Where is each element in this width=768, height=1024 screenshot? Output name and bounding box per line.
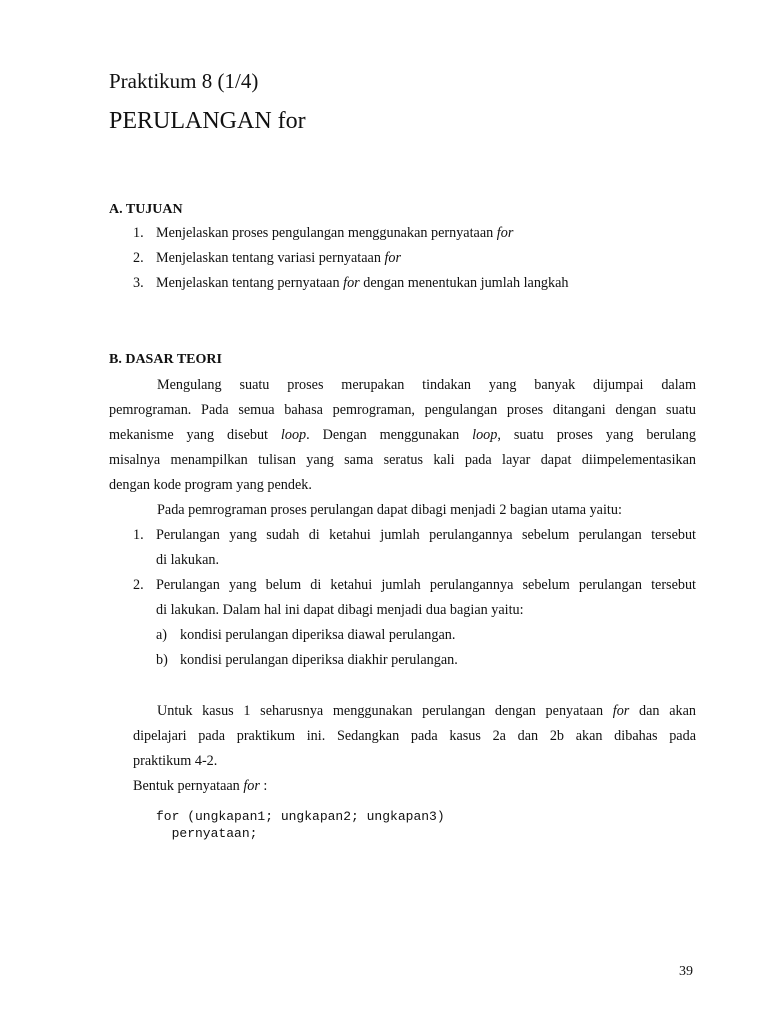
paragraph-line: Untuk kasus 1 seharusnya menggunakan perulangan dengan penyataan for dan akan bbox=[157, 703, 696, 719]
code-line: pernyataan; bbox=[156, 826, 258, 841]
list-number: 3. bbox=[133, 275, 144, 291]
paragraph-line: praktikum 4-2. bbox=[133, 753, 218, 769]
sublist-item: kondisi perulangan diperiksa diawal perulangan. bbox=[180, 627, 456, 643]
objective-item: Menjelaskan tentang variasi pernyataan for bbox=[156, 250, 402, 266]
objective-item: Menjelaskan proses pengulangan menggunakan pernyataan for bbox=[156, 225, 514, 241]
page-number: 39 bbox=[679, 964, 693, 979]
list-number: 2. bbox=[133, 577, 144, 593]
paragraph-line: dipelajari pada praktikum ini. Sedangkan pada kasus 2a dan 2b akan dibahas pada bbox=[133, 728, 696, 744]
practicum-title: Praktikum 8 (1/4) bbox=[109, 69, 259, 93]
chapter-title: PERULANGAN for bbox=[109, 108, 306, 134]
section-b-heading: B. DASAR TEORI bbox=[109, 352, 222, 367]
paragraph-line: Pada pemrograman proses perulangan dapat dibagi menjadi 2 bagian utama yaitu: bbox=[157, 502, 622, 518]
section-a-heading: A. TUJUAN bbox=[109, 202, 183, 217]
list-item: Perulangan yang belum di ketahui jumlah perulangannya sebelum perulangan tersebut bbox=[156, 577, 696, 593]
paragraph-line: Mengulang suatu proses merupakan tindakan yang banyak dijumpai dalam bbox=[157, 377, 696, 393]
list-item: di lakukan. Dalam hal ini dapat dibagi menjadi dua bagian yaitu: bbox=[156, 602, 524, 618]
list-item: di lakukan. bbox=[156, 552, 220, 568]
list-number: 1. bbox=[133, 527, 144, 543]
list-letter: b) bbox=[156, 652, 168, 668]
paragraph-line: dengan kode program yang pendek. bbox=[109, 477, 312, 493]
syntax-label: Bentuk pernyataan for : bbox=[133, 778, 268, 794]
list-letter: a) bbox=[156, 627, 168, 643]
paragraph-line: misalnya menampilkan tulisan yang sama seratus kali pada layar dapat diimpelementasikan bbox=[109, 452, 696, 468]
code-line: for (ungkapan1; ungkapan2; ungkapan3) bbox=[156, 809, 445, 824]
list-item: Perulangan yang sudah di ketahui jumlah perulangannya sebelum perulangan tersebut bbox=[156, 527, 696, 543]
sublist-item: kondisi perulangan diperiksa diakhir perulangan. bbox=[180, 652, 458, 668]
list-number: 1. bbox=[133, 225, 144, 241]
paragraph-line: mekanisme yang disebut loop. Dengan menggunakan loop, suatu proses yang berulang bbox=[109, 427, 696, 443]
objective-item: Menjelaskan tentang pernyataan for dengan menentukan jumlah langkah bbox=[156, 275, 569, 291]
paragraph-line: pemrograman. Pada semua bahasa pemrograman, pengulangan proses ditangani dengan suatu bbox=[109, 402, 696, 418]
list-number: 2. bbox=[133, 250, 144, 266]
